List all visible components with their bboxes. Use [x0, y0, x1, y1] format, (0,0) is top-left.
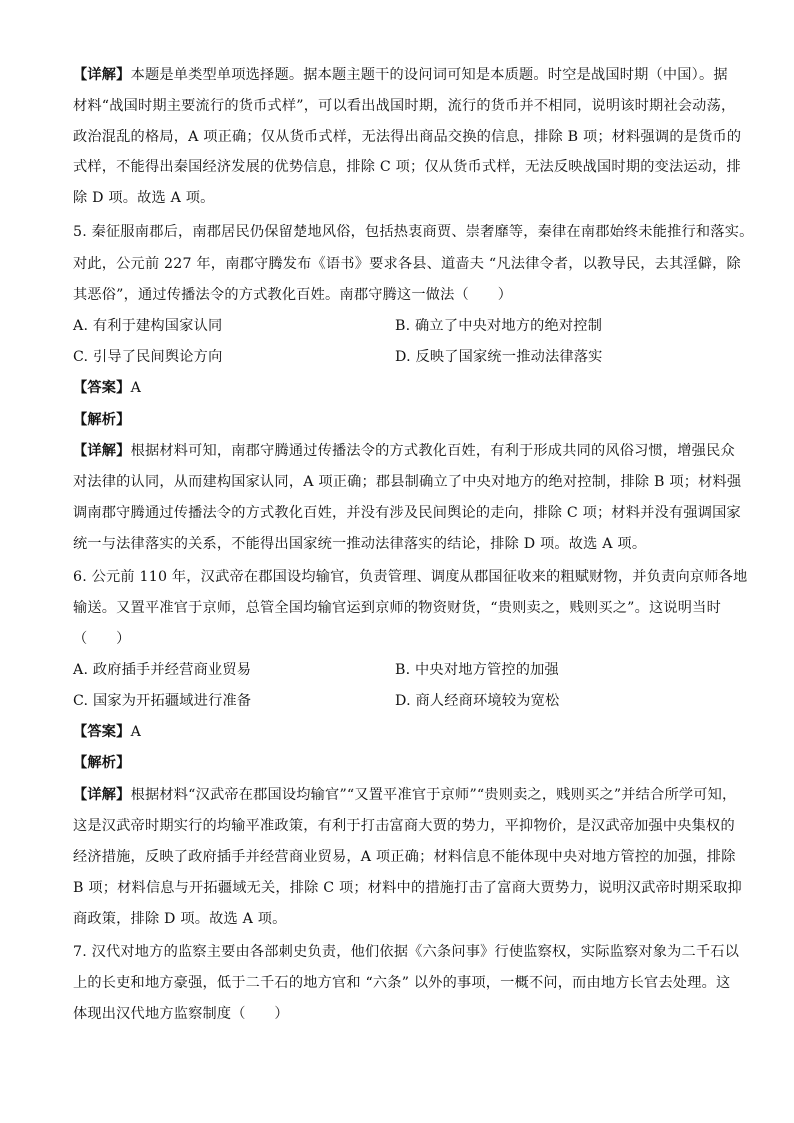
option-d[interactable] [395, 690, 559, 712]
text-line [73, 126, 741, 148]
line-text: 本题是单类型单项选择题。据本题主题干的设问词可知是本质题。时空是战国时期（中国）。据 [130, 67, 728, 83]
option-a[interactable] [73, 315, 222, 337]
line-text: 商政策，排除 D 项。故选 A 项。 [73, 911, 287, 927]
option-text: B. 中央对地方管控的加强 [395, 662, 559, 678]
text-line [73, 597, 721, 619]
line-text: 调南郡守腾通过传播法令的方式教化百姓，并没有涉及民间舆论的走向，排除 C 项；材料并没有强调国家 [73, 505, 741, 521]
option-d[interactable] [395, 346, 603, 368]
option-c[interactable] [73, 690, 251, 712]
line-text: 5. 秦征服南郡后，南郡居民仍保留楚地风俗，包括热衷商贾、崇奢靡等，秦律在南郡始终未能推行和落实。 [73, 224, 754, 240]
analysis-tag: 【解析】 [73, 755, 131, 771]
text-line [73, 877, 742, 899]
text-line [73, 187, 215, 209]
text-line [73, 502, 741, 524]
answer-value: A [130, 724, 142, 740]
line-text: 体现出汉代地方监察制度（ ） [73, 1006, 289, 1022]
answer-line [73, 377, 141, 399]
line-text: B 项；材料信息与开拓疆域无关，排除 C 项；材料中的措施打击了富商大贾势力，说明汉武帝时期采取抑 [73, 880, 742, 896]
option-text: B. 确立了中央对地方的绝对控制 [395, 318, 603, 334]
option-text: D. 反映了国家统一推动法律落实 [395, 349, 603, 365]
answer-value: A [130, 380, 142, 396]
analysis-tag: 【解析】 [73, 412, 131, 428]
text-line [73, 784, 736, 806]
line-text: 经济措施，反映了政府插手并经营商业贸易，A 项正确；材料信息不能体现中央对地方管控的加强，排除 [73, 849, 736, 865]
line-text: 其恶俗”，通过传播法令的方式教化百姓。南郡守腾这一做法（ ） [73, 287, 513, 303]
option-b[interactable] [395, 315, 602, 337]
text-line [73, 95, 735, 117]
text-line [73, 471, 741, 493]
line-text: 根据材料“汉武帝在郡国设均输官”“又置平准官于京师”“贵则卖之，贱则买之”并结合所学可知， [130, 787, 737, 803]
answer-tag: 【答案】 [73, 724, 131, 740]
line-text: 输送。又置平准官于京师，总管全国均输官运到京师的物资财货，“贵则卖之，贱则买之”。这说明当时 [73, 600, 721, 616]
section-tag: 【详解】 [73, 67, 131, 83]
line-text: 7. 汉代对地方的监察主要由各部刺史负责，他们依据《六条问事》行使监察权，实际监察对象为二千石以 [73, 944, 740, 960]
line-text: 材料“战国时期主要流行的货币式样”，可以看出战国时期，流行的货币并不相同，说明该时期社会动荡， [73, 98, 736, 114]
text-line [73, 64, 728, 86]
line-text: 根据材料可知，南郡守腾通过传播法令的方式教化百姓，有利于形成共同的风俗习惯，增强民众 [130, 443, 735, 459]
option-text: A. 有利于建构国家认同 [73, 318, 223, 334]
text-line [73, 972, 730, 994]
text-line [73, 1003, 289, 1025]
line-text: 政治混乱的格局，A 项正确；仅从货币式样，无法得出商品交换的信息，排除 B 项；材料强调的是货币的 [73, 129, 742, 145]
line-text: 6. 公元前 110 年，汉武帝在郡国设均输官，负责管理、调度从郡国征收来的粗赋财物，并负责向京师各地 [73, 569, 748, 585]
question-6-stem [73, 566, 747, 588]
line-text: 式样，不能得出秦国经济发展的优势信息，排除 C 项；仅从货币式样，无法反映战国时期的变法运动，排 [73, 159, 741, 175]
analysis-heading [73, 752, 131, 774]
line-text: 除 D 项。故选 A 项。 [73, 190, 215, 206]
option-a[interactable] [73, 659, 251, 681]
text-line [73, 253, 741, 275]
option-text: C. 引导了民间舆论方向 [73, 349, 223, 365]
text-line [73, 284, 512, 306]
line-text: 对此，公元前 227 年，南郡守腾发布《语书》要求各县、道啬夫 “凡法律令者，以教导民，去其淫僻，除 [73, 256, 741, 272]
line-text: 对法律的认同，从而建构国家认同，A 项正确；郡县制确立了中央对地方的绝对控制，排除 B 项；材料强 [73, 474, 742, 490]
section-tag: 【详解】 [73, 787, 131, 803]
line-text: 统一与法律落实的关系，不能得出国家统一推动法律落实的结论，排除 D 项。故选 A 项。 [73, 536, 647, 552]
line-text: 这是汉武帝时期实行的均输平准政策，有利于打击富商大贾的势力，平抑物价，是汉武帝加强中央集权的 [73, 818, 735, 834]
analysis-heading [73, 409, 131, 431]
answer-line [73, 721, 141, 743]
question-5-stem [73, 221, 753, 243]
answer-tag: 【答案】 [73, 380, 131, 396]
option-b[interactable] [395, 659, 559, 681]
text-line [73, 908, 287, 930]
text-line [73, 440, 735, 462]
text-line [73, 156, 741, 178]
text-line [73, 846, 736, 868]
question-7-stem [73, 941, 739, 963]
text-line [73, 628, 131, 650]
text-line [73, 815, 735, 837]
section-tag: 【详解】 [73, 443, 131, 459]
line-text: （ ） [73, 631, 131, 647]
option-text: A. 政府插手并经营商业贸易 [73, 662, 252, 678]
option-text: C. 国家为开拓疆域进行准备 [73, 693, 252, 709]
line-text: 上的长吏和地方豪强，低于二千石的地方官和 “六条” 以外的事项，一概不问，而由地方长官去处理。这 [73, 975, 731, 991]
text-line [73, 533, 646, 555]
option-text: D. 商人经商环境较为宽松 [395, 693, 560, 709]
option-c[interactable] [73, 346, 222, 368]
